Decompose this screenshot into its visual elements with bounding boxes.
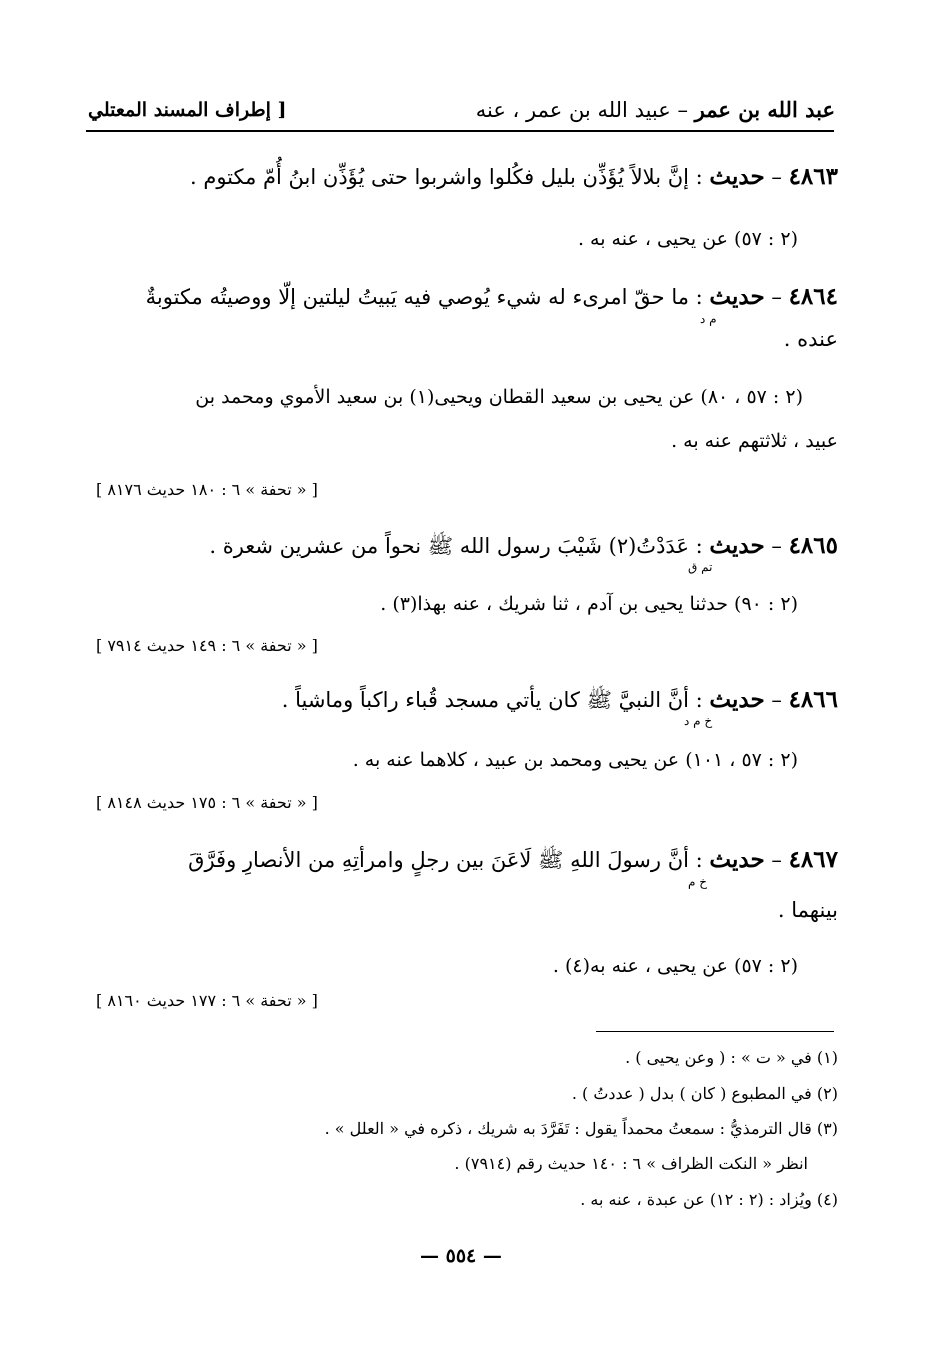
footnote-2: (٢) في المطبوع ( كان ) بدل ( عددتُ ) .: [571, 1084, 838, 1103]
footnote-rule: [596, 1031, 834, 1032]
hadith-reference: (٢ : ٥٧) عن يحيى ، عنه به .: [577, 228, 798, 250]
hadith-reference-continued: عبيد ، ثلاثتهم عنه به .: [671, 430, 838, 452]
header-rule: [86, 130, 834, 132]
hadith-entry-4865: ٤٨٦٥ – حديث : عَدَدْتُ(٢) شَيْبَ رسول الله ﷺ نحواً من عشرين شعرة .: [209, 532, 838, 559]
source-symbols: م د: [700, 312, 717, 326]
footnote-4: (٤) ويُزاد : (٢ : ١٢) عن عبدة ، عنه به .: [580, 1190, 838, 1209]
hadith-number: ٤٨٦٤: [788, 283, 838, 310]
running-header-left: [ إطراف المسند المعتلي: [88, 99, 287, 121]
hadith-number: ٤٨٦٥: [788, 532, 838, 559]
footnote-1: (١) في « ت » : ( وعن يحيى ) .: [625, 1048, 838, 1067]
footnote-3-continued: انظر « النكت الظراف » ٦ : ١٤٠ حديث رقم (٧٩١٤) .: [454, 1154, 808, 1173]
running-header-right: [476, 96, 835, 124]
hadith-text: : عَدَدْتُ(٢) شَيْبَ رسول الله ﷺ نحواً من عشرين شعرة .: [209, 534, 703, 558]
hadith-keyword: حديث: [709, 686, 765, 713]
hadith-reference: (٢ : ٥٧ ، ٨٠) عن يحيى بن سعيد القطان ويحيى(١) بن سعيد الأموي ومحمد بن: [195, 386, 803, 408]
footnote-3: (٣) قال الترمذيُّ : سمعتُ محمداً يقول : تَفَرَّدَ به شريك ، ذكره في « العلل » .: [324, 1119, 838, 1138]
tuhfa-reference: [ « تحفة » ٦ : ١٧٥ حديث ٨١٤٨ ]: [96, 793, 318, 812]
page-number: — ٥٥٤ —: [420, 1245, 502, 1267]
hadith-text-continued: عنده .: [783, 327, 838, 351]
hadith-entry-4866: ٤٨٦٦ – حديث : أنَّ النبيَّ ﷺ كان يأتي مسجد قُباء راكباً وماشياً .: [281, 686, 838, 713]
hadith-text: : إنَّ بلالاً يُؤَذِّن بليل فكُلوا واشربوا حتى يُؤَذِّن ابنُ أُمّ مكتوم .: [189, 165, 703, 189]
hadith-entry-4867: ٤٨٦٧ – حديث : أنَّ رسولَ اللهِ ﷺ لَاعَنَ بين رجلٍ وامرأتِهِ من الأنصارِ وفَرَّقَ: [188, 846, 838, 873]
source-symbols: تم ق: [688, 560, 713, 574]
hadith-number: ٤٨٦٧: [788, 846, 838, 873]
hadith-text: : أنَّ النبيَّ ﷺ كان يأتي مسجد قُباء راكباً وماشياً .: [281, 688, 703, 712]
hadith-entry-4863: ٤٨٦٣ – حديث : إنَّ بلالاً يُؤَذِّن بليل فكُلوا واشربوا حتى يُؤَذِّن ابنُ أُمّ مكتوم .: [189, 163, 838, 190]
hadith-entry-4864: ٤٨٦٤ – حديث : ما حقّ امرىء له شيء يُوصي فيه يَبيتُ ليلتين إلّا ووصيتُه مكتوبةٌ: [145, 283, 838, 310]
header-chain: – عبيد الله بن عمر ، عنه: [475, 98, 695, 122]
source-symbols: خ م: [688, 875, 707, 889]
hadith-keyword: حديث: [709, 283, 765, 310]
tuhfa-reference: [ « تحفة » ٦ : ١٤٩ حديث ٧٩١٤ ]: [96, 636, 318, 655]
tuhfa-reference: [ « تحفة » ٦ : ١٧٧ حديث ٨١٦٠ ]: [96, 991, 318, 1010]
hadith-number: ٤٨٦٦: [788, 686, 838, 713]
hadith-text: : ما حقّ امرىء له شيء يُوصي فيه يَبيتُ ليلتين إلّا ووصيتُه مكتوبةٌ: [145, 285, 703, 309]
hadith-reference: (٢ : ٥٧) عن يحيى ، عنه به(٤) .: [552, 955, 798, 977]
hadith-text-continued: بينهما .: [777, 898, 838, 922]
hadith-keyword: حديث: [709, 163, 765, 190]
hadith-keyword: حديث: [709, 532, 765, 559]
tuhfa-reference: [ « تحفة » ٦ : ١٨٠ حديث ٨١٧٦ ]: [96, 480, 318, 499]
hadith-reference: (٢ : ٩٠) حدثنا يحيى بن آدم ، ثنا شريك ، عنه بهذا(٣) .: [380, 593, 798, 615]
header-author: عبد الله بن عمر: [694, 97, 835, 122]
hadith-number: ٤٨٦٣: [788, 163, 838, 190]
source-symbols: خ م د: [684, 714, 713, 728]
hadith-text: : أنَّ رسولَ اللهِ ﷺ لَاعَنَ بين رجلٍ وامرأتِهِ من الأنصارِ وفَرَّقَ: [188, 848, 703, 872]
hadith-reference: (٢ : ٥٧ ، ١٠١) عن يحيى ومحمد بن عبيد ، كلاهما عنه به .: [352, 749, 798, 771]
hadith-keyword: حديث: [709, 846, 765, 873]
